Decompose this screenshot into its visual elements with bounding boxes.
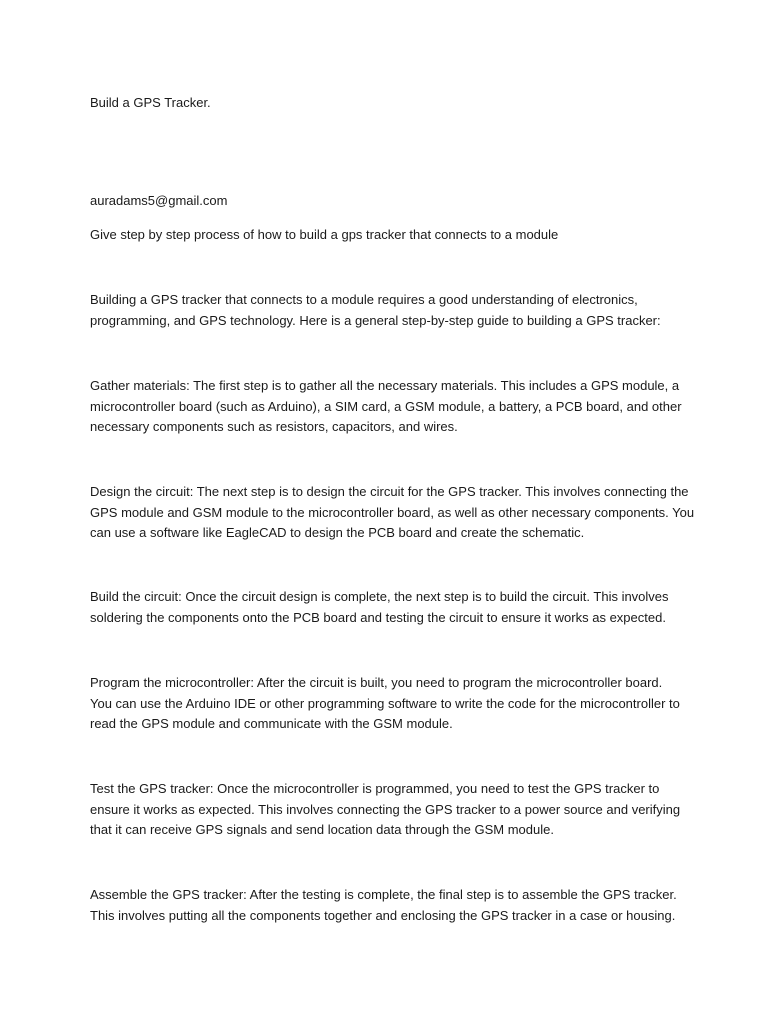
user-prompt: Give step by step process of how to build a gps tracker that connects to a module [90, 227, 559, 242]
step-test-tracker [90, 779, 690, 841]
step-line: can use a software like EagleCAD to design the PCB board and create the schematic. [90, 525, 585, 540]
step-line: ensure it works as expected. This involves connecting the GPS tracker to a power source and verifying [90, 801, 681, 817]
step-program-microcontroller [90, 673, 690, 735]
intro-line: Building a GPS tracker that connects to a module requires a good understanding of electronics, [90, 292, 638, 307]
user-email: auradams5@gmail.com [90, 193, 228, 208]
step-line: This involves putting all the components together and enclosing the GPS tracker in a case or housing. [90, 907, 676, 923]
step-assemble-tracker [90, 885, 690, 926]
step-line: microcontroller board (such as Arduino), a SIM card, a GSM module, a battery, a PCB board, and other [90, 398, 682, 414]
step-line: Build the circuit: Once the circuit design is complete, the next step is to build the circuit. This involves [90, 589, 669, 604]
step-line: Test the GPS tracker: Once the microcontroller is programmed, you need to test the GPS tracker to [90, 781, 660, 796]
step-line: You can use the Arduino IDE or other programming software to write the code for the microcontroller to [90, 695, 680, 711]
step-build-circuit [90, 587, 690, 628]
step-line: Design the circuit: The next step is to design the circuit for the GPS tracker. This involves connecting the [90, 484, 689, 499]
step-line: soldering the components onto the PCB board and testing the circuit to ensure it works as expected. [90, 609, 666, 625]
step-line: GPS module and GSM module to the microcontroller board, as well as other necessary components. You [90, 504, 695, 520]
step-line: Program the microcontroller: After the circuit is built, you need to program the microcontroller board. [90, 675, 663, 690]
intro-paragraph [90, 290, 690, 331]
step-line: read the GPS module and communicate with the GSM module. [90, 716, 453, 731]
step-design-circuit [90, 482, 695, 544]
step-line: Gather materials: The first step is to gather all the necessary materials. This includes a GPS module, a [90, 378, 680, 393]
step-line: Assemble the GPS tracker: After the testing is complete, the final step is to assemble the GPS tracker. [90, 887, 677, 902]
step-gather-materials [90, 376, 690, 438]
step-line: that it can receive GPS signals and send location data through the GSM module. [90, 822, 554, 837]
intro-line: programming, and GPS technology. Here is a general step-by-step guide to building a GPS tracker: [90, 312, 661, 328]
document-title: Build a GPS Tracker. [90, 95, 211, 110]
step-line: necessary components such as resistors, capacitors, and wires. [90, 419, 458, 434]
